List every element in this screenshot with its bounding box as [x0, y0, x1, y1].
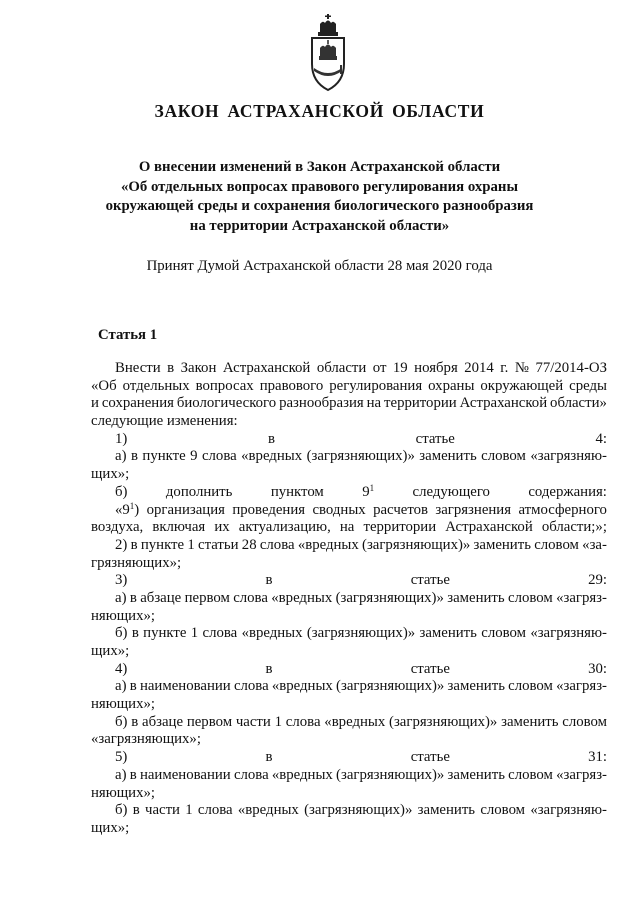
body-line: б) дополнить пунктом $9^1$ следующего содержания: — [115, 482, 607, 500]
body-line: 5) в статье 31: — [115, 749, 607, 766]
body-line: няющих»; — [91, 696, 155, 713]
body-line: щих»; — [91, 466, 130, 483]
body-line: 4) в статье 30: — [115, 660, 607, 677]
body-line: щих»; — [91, 643, 130, 659]
heading-line: на территории Астраханской области» — [189, 217, 450, 234]
article-title: Статья 1 — [98, 327, 158, 343]
body-line: «Об отдельных вопросах правового регулирования охраны окружающей среды — [91, 377, 607, 394]
body-line: щих»; — [91, 819, 130, 836]
body-line: няющих»; — [91, 784, 155, 801]
body-line: а) в наименовании слова «вредных (загрязняющих)» заменить словом «загряз- — [115, 678, 607, 695]
body-line: «$9^1$) организация проведения сводных расчетов загрязнения атмосферного — [115, 500, 607, 518]
body-line: грязняющих»; — [91, 554, 182, 571]
article-body — [91, 360, 607, 838]
heading-line: «Об отдельных вопросах правового регулирования охраны — [120, 178, 519, 195]
law-heading — [0, 158, 639, 236]
heading-line: окружающей среды и сохранения биологического разнообразия — [105, 198, 534, 214]
document-title: ЗАКОН АСТРАХАНСКОЙ ОБЛАСТИ — [154, 101, 485, 121]
body-line: б) в пункте 1 слова «вредных (загрязняющих)» заменить словом «загрязняю- — [115, 625, 607, 642]
body-line: б) в абзаце первом части 1 слова «вредных (загрязняющих)» заменить словом — [115, 713, 607, 730]
body-line: следующие изменения: — [91, 413, 238, 430]
crown-icon — [318, 14, 338, 36]
body-line: а) в пункте 9 слова «вредных (загрязняющих)» заменить словом «загрязняю- — [115, 448, 607, 465]
body-line: воздуха, включая их актуализацию, на территории Астраханской области;»; — [91, 519, 607, 536]
body-line: и сохранения биологического разнообразия на территории Астраханской области» — [91, 395, 607, 412]
body-line: 3) в статье 29: — [115, 572, 607, 589]
body-line: 1) в статье 4: — [115, 430, 607, 447]
heading-line: О внесении изменений в Закон Астраханской области — [138, 159, 501, 175]
body-line: няющих»; — [91, 607, 155, 624]
body-line: «загрязняющих»; — [91, 731, 201, 748]
adoption-note: Принят Думой Астраханской области 28 мая 2020 года — [146, 258, 493, 274]
coat-of-arms-emblem — [298, 12, 358, 94]
body-line: а) в наименовании слова «вредных (загрязняющих)» заменить словом «загряз- — [115, 766, 607, 783]
body-line: 2) в пункте 1 статьи 28 слова «вредных (загрязняющих)» заменить словом «за- — [115, 536, 607, 553]
body-line: Внести в Закон Астраханской области от 19 ноября 2014 г. № 77/2014-ОЗ — [115, 360, 607, 376]
body-line: б) в части 1 слова «вредных (загрязняющих)» заменить словом «загрязняю- — [115, 802, 607, 819]
body-line: а) в абзаце первом слова «вредных (загрязняющих)» заменить словом «загряз- — [115, 589, 607, 606]
